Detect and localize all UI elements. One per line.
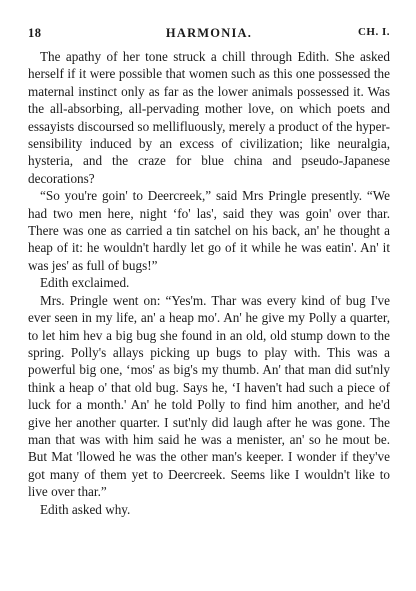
paragraph: Edith asked why. bbox=[40, 501, 131, 517]
page-number: 18 bbox=[28, 26, 42, 40]
paragraph: “So you're goin' to Deercreek,” said Mrs Pringle presently. “We had two men here, night ‘fo' las', said they was goin' over thar. There was one as carried a tin satchel on his back, an' he thought a heap of it: he wouldn't hardly let go of it while he was eatin'. An' it was jes' as full of bugs!” bbox=[28, 188, 390, 273]
paragraph: The apathy of her tone struck a chill through Edith. She asked herself if it were possible that women such as this one possessed the maternal instinct only as far as the lower animals possessed it. Was the all-absorbing, all-pervading mother love, on which poets and essayists discoursed so mellifluously, merely a product of the hyper-sensibility induced by an excess of civilization; like neuralgia, hysteria, and the craze for blue china and pseudo-Japanese decorations? bbox=[28, 49, 390, 186]
running-title: HARMONIA. bbox=[165, 26, 253, 40]
book-page bbox=[28, 26, 390, 518]
running-header bbox=[28, 26, 390, 44]
paragraph: Edith exclaimed. bbox=[40, 275, 130, 291]
chapter-label: CH. I. bbox=[357, 26, 390, 38]
page-body bbox=[28, 48, 390, 518]
paragraph: Mrs. Pringle went on: “Yes'm. Thar was every kind of bug I've ever seen in my life, an' a heap mo'. An' he give my Polly a quarter, to let him hev a big bug she found in an old, old stump down to the spring. Polly's allays picking up bugs to play with. This was a powerful big one, ‘mos' as big's my thumb. An' that man did sut'nly think a heap o' that old bug. Says he, ‘I haven't had such a piece of luck for a month.' An' he told Polly to find him another, and he'd give her another quarter. I sut'nly did laugh after he was gone. The man that was with him said he was a menister, an' so he mout be. But Mat 'llowed he was the other man's keeper. I wonder if they've got many of them yet to Deercreek. Seems like I wouldn't like to live over thar.” bbox=[28, 292, 390, 500]
